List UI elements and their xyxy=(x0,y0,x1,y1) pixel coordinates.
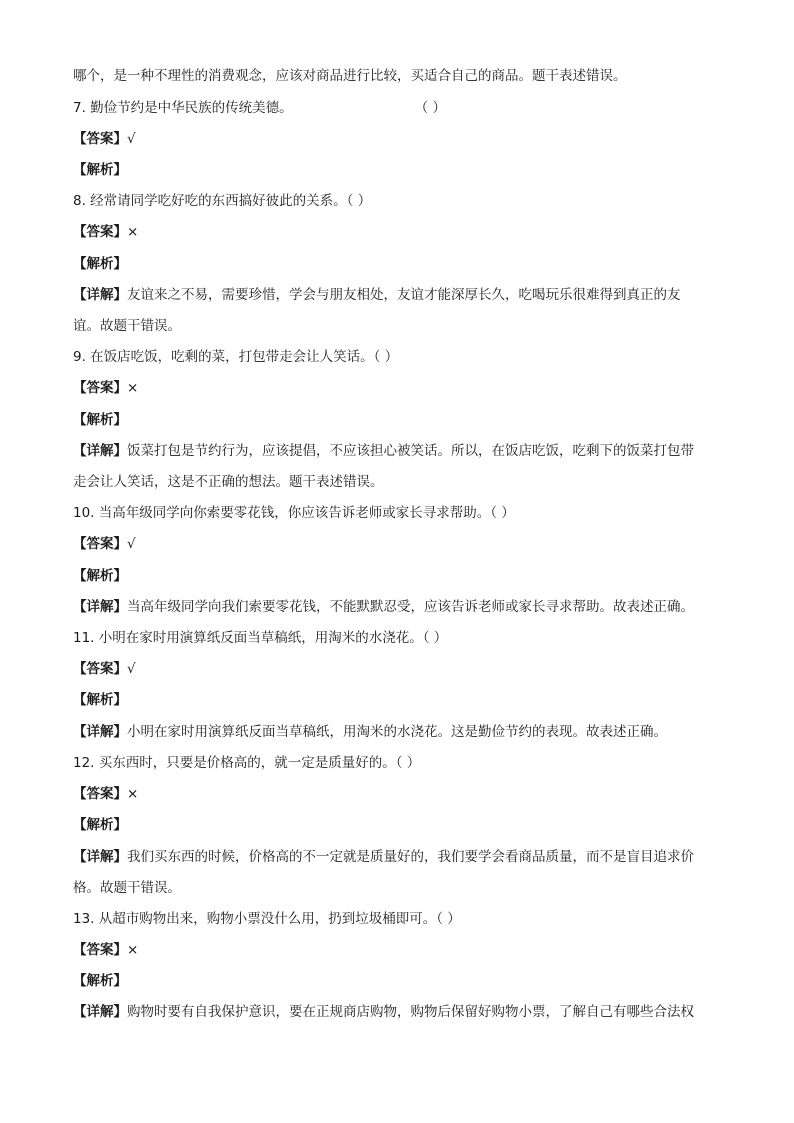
question-text: 7. 勤俭节约是中华民族的传统美德。 xyxy=(73,100,293,116)
question-text: 11. 小明在家时用演算纸反面当草稿纸，用淘米的水浇花。（ ） xyxy=(73,630,448,646)
question-10 xyxy=(73,503,721,523)
analysis-13 xyxy=(73,971,721,991)
detail-text: 友谊来之不易，需要珍惜，学会与朋友相处，友谊才能深厚长久，吃喝玩乐很难得到真正的友 xyxy=(127,287,681,303)
detail-13-line1 xyxy=(73,1002,721,1022)
question-11 xyxy=(73,628,721,648)
detail-label: 【详解】 xyxy=(73,599,127,615)
detail-label: 【详解】 xyxy=(73,443,127,459)
answer-label: 【答案】 xyxy=(73,536,127,552)
detail-text: 饭菜打包是节约行为，应该提倡，不应该担心被笑话。所以，在饭店吃饭，吃剩下的饭菜打包带 xyxy=(127,443,694,459)
answer-label: 【答案】 xyxy=(73,661,127,677)
detail-10-line1 xyxy=(73,597,721,617)
answer-12 xyxy=(73,784,721,804)
analysis-9 xyxy=(73,410,721,430)
question-9 xyxy=(73,347,721,367)
detail-label: 【详解】 xyxy=(73,724,127,740)
analysis-label: 【解析】 xyxy=(73,817,127,833)
answer-mark: × xyxy=(127,380,139,396)
analysis-10 xyxy=(73,566,721,586)
detail-label: 【详解】 xyxy=(73,287,127,303)
answer-label: 【答案】 xyxy=(73,224,127,240)
answer-7 xyxy=(73,129,721,149)
answer-label: 【答案】 xyxy=(73,786,127,802)
answer-label: 【答案】 xyxy=(73,380,127,396)
detail-label: 【详解】 xyxy=(73,849,127,865)
detail-11-line1 xyxy=(73,722,721,742)
analysis-label: 【解析】 xyxy=(73,568,127,584)
answer-label: 【答案】 xyxy=(73,131,127,147)
analysis-8 xyxy=(73,254,721,274)
answer-9 xyxy=(73,378,721,398)
analysis-7 xyxy=(73,160,721,180)
question-text: 9. 在饭店吃饭，吃剩的菜，打包带走会让人笑话。（ ） xyxy=(73,349,399,365)
answer-blank: （ ） xyxy=(414,100,446,116)
detail-label: 【详解】 xyxy=(73,1004,127,1020)
question-text: 10. 当高年级同学向你索要零花钱，你应该告诉老师或家长寻求帮助。（ ） xyxy=(73,505,515,521)
analysis-11 xyxy=(73,690,721,710)
detail-9-line1 xyxy=(73,441,721,461)
question-7 xyxy=(73,98,721,118)
answer-mark: √ xyxy=(127,131,136,147)
question-8 xyxy=(73,191,721,211)
answer-8 xyxy=(73,222,721,242)
question-13 xyxy=(73,909,721,929)
answer-label: 【答案】 xyxy=(73,942,127,958)
question-text: 13. 从超市购物出来，购物小票没什么用，扔到垃圾桶即可。（ ） xyxy=(73,911,461,927)
answer-10 xyxy=(73,534,721,554)
answer-mark: × xyxy=(127,786,139,802)
detail-text: 走会让人笑话，这是不正确的想法。题干表述错误。 xyxy=(73,474,384,490)
detail-text: 格。故题干错误。 xyxy=(73,880,181,896)
detail-12-line2 xyxy=(73,878,721,898)
detail-text: 购物时要有自我保护意识，要在正规商店购物，购物后保留好购物小票，了解自己有哪些合法权 xyxy=(127,1004,694,1020)
text-line xyxy=(73,66,721,86)
analysis-12 xyxy=(73,815,721,835)
answer-mark: × xyxy=(127,942,139,958)
detail-9-line2 xyxy=(73,472,721,492)
detail-8-line2 xyxy=(73,316,721,336)
question-text: 8. 经常请同学吃好吃的东西搞好彼此的关系。（ ） xyxy=(73,193,372,209)
analysis-label: 【解析】 xyxy=(73,692,127,708)
answer-mark: √ xyxy=(127,536,136,552)
detail-text: 我们买东西的时候，价格高的不一定就是质量好的，我们要学会看商品质量，而不是盲目追求价 xyxy=(127,849,694,865)
analysis-label: 【解析】 xyxy=(73,412,127,428)
answer-mark: √ xyxy=(127,661,136,677)
detail-text: 谊。故题干错误。 xyxy=(73,318,181,334)
answer-11 xyxy=(73,659,721,679)
analysis-label: 【解析】 xyxy=(73,162,127,178)
detail-text: 当高年级同学向我们索要零花钱，不能默默忍受，应该告诉老师或家长寻求帮助。故表述正确。 xyxy=(127,599,694,615)
analysis-label: 【解析】 xyxy=(73,256,127,272)
detail-12-line1 xyxy=(73,847,721,867)
question-12 xyxy=(73,753,721,773)
paragraph-text: 哪个，是一种不理性的消费观念，应该对商品进行比较，买适合自己的商品。题干表述错误。 xyxy=(73,68,627,84)
detail-text: 小明在家时用演算纸反面当草稿纸，用淘米的水浇花。这是勤俭节约的表现。故表述正确。 xyxy=(127,724,667,740)
question-text: 12. 买东西时，只要是价格高的，就一定是质量好的。（ ） xyxy=(73,755,421,771)
analysis-label: 【解析】 xyxy=(73,973,127,989)
detail-8-line1 xyxy=(73,285,721,305)
answer-mark: × xyxy=(127,224,139,240)
answer-13 xyxy=(73,940,721,960)
